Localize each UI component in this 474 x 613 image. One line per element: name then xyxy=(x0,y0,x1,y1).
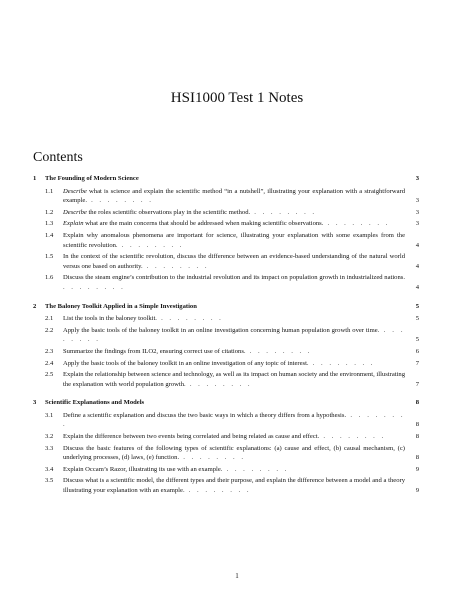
entry-text xyxy=(63,444,419,463)
entry-text xyxy=(63,219,419,229)
section-number: 1 xyxy=(33,175,37,182)
dot-leader: . . . . . . . . xyxy=(142,262,209,270)
dot-leader: . . . . . . . . xyxy=(117,241,184,249)
entry-number: 2.3 xyxy=(45,347,54,355)
entry-number: 1.2 xyxy=(45,208,54,216)
toc-section-heading[interactable] xyxy=(33,302,419,312)
entry-page-number: 3 xyxy=(415,208,419,216)
entry-number: 3.4 xyxy=(45,465,54,473)
entry-number: 2.4 xyxy=(45,359,54,367)
dot-leader: . . . . . . . . xyxy=(184,487,251,495)
entry-number: 1.6 xyxy=(45,274,54,282)
entry-page-number: 5 xyxy=(415,315,419,323)
toc-section xyxy=(33,398,419,495)
entry-body: what is science and explain the scientific method “in a nutshell”, illustrating your explanation with a straightforward example. xyxy=(63,187,405,205)
entry-page-number: 8 xyxy=(415,433,419,441)
entry-text xyxy=(63,347,419,357)
toc-section xyxy=(33,174,419,293)
dot-leader: . . . . . . . . xyxy=(319,433,386,441)
entry-text xyxy=(63,326,419,345)
entry-text xyxy=(63,465,419,475)
entry-body: Apply the basic tools of the baloney toolkit in an online investigation concerning human population growth over time. xyxy=(63,326,380,334)
toc-entry[interactable] xyxy=(33,187,419,206)
entry-body: Apply the basic tools of the baloney toolkit in an online investigation of any topic of interest. xyxy=(63,359,309,367)
section-number: 3 xyxy=(33,399,37,407)
entry-emphasis: Describe xyxy=(63,187,87,195)
entry-number: 1.1 xyxy=(45,187,54,195)
section-title: The Baloney Toolkit Applied in a Simple Investigation xyxy=(45,302,197,310)
dot-leader: . . . . . . . . xyxy=(63,283,126,291)
entry-number: 3.3 xyxy=(45,444,54,452)
section-page-number: 5 xyxy=(415,302,419,310)
entry-body: Explain Occam’s Razor, illustrating its use with an example. xyxy=(63,465,223,473)
dot-leader: . . . . . . . . xyxy=(185,380,253,388)
entry-page-number: 9 xyxy=(415,465,419,473)
entry-body: In the context of the scientific revolution, discuss the difference between an evidence-based understanding of the natural world versus one based on authority. xyxy=(63,253,405,270)
entry-page-number: 3 xyxy=(415,220,419,228)
entry-body: what are the main concerns that should be addressed when making scientific observations. xyxy=(83,220,324,228)
toc-entry[interactable] xyxy=(33,465,419,475)
page-number: 1 xyxy=(235,572,239,580)
entry-number: 2.5 xyxy=(45,371,54,379)
entry-page-number: 4 xyxy=(415,262,419,270)
entry-page-number: 8 xyxy=(415,421,419,429)
entry-emphasis: Describe xyxy=(63,208,87,216)
entry-body: Define a scientific explanation and discuss the two basic ways in which a theory differs from a hypothesis. xyxy=(63,411,347,419)
section-title: The Founding of Modern Science xyxy=(45,175,139,182)
toc-entry[interactable] xyxy=(33,314,419,324)
entry-page-number: 3 xyxy=(415,197,419,205)
entry-page-number: 5 xyxy=(415,336,419,344)
entry-text xyxy=(63,432,419,442)
toc-entry[interactable] xyxy=(33,432,419,442)
entry-number: 3.5 xyxy=(45,477,54,485)
entry-text xyxy=(63,370,419,389)
entry-text xyxy=(63,252,419,271)
toc-entry[interactable] xyxy=(33,219,419,229)
entry-number: 3.2 xyxy=(45,433,54,441)
entry-body: the roles scientific observations play in the scientific method. xyxy=(86,208,251,216)
entry-text xyxy=(63,359,419,369)
entry-body: Discuss what is a scientific model, the different types and their purpose, and explain the difference between a model and a theory illustrating your explanation with an example. xyxy=(63,477,405,495)
toc-section-heading[interactable] xyxy=(33,174,419,184)
entry-text xyxy=(63,231,419,250)
toc-entry[interactable] xyxy=(33,208,419,218)
toc-entry[interactable] xyxy=(33,252,419,271)
table-of-contents xyxy=(33,174,419,505)
toc-entry[interactable] xyxy=(33,359,419,369)
entry-number: 1.4 xyxy=(45,231,54,239)
toc-section-heading[interactable] xyxy=(33,398,419,408)
toc-entry[interactable] xyxy=(33,411,419,430)
section-page-number: 8 xyxy=(415,399,419,407)
section-page-number: 3 xyxy=(415,175,419,182)
dot-leader: . . . . . . . . xyxy=(245,347,312,355)
entry-page-number: 4 xyxy=(415,241,419,249)
entry-body: Explain why anomalous phenomena are important for science, illustrating your explanation with some examples from the scientific revolution. xyxy=(63,231,405,249)
dot-leader: . . . . . . . . xyxy=(156,315,224,323)
entry-number: 1.5 xyxy=(45,253,54,261)
entry-body: List the tools in the baloney toolkit. xyxy=(63,315,157,323)
entry-page-number: 8 xyxy=(415,454,419,462)
dot-leader: . . . . . . . . xyxy=(323,220,390,228)
entry-text xyxy=(63,273,419,292)
entry-page-number: 7 xyxy=(415,380,419,388)
entry-body: Summarize the findings from ILO2, ensuring correct use of citations. xyxy=(63,347,246,355)
entry-text xyxy=(63,208,419,218)
dot-leader: . . . . . . . . xyxy=(222,465,289,473)
entry-number: 2.2 xyxy=(45,326,54,334)
entry-text xyxy=(63,187,419,206)
dot-leader: . . . . . . . . xyxy=(308,359,375,367)
entry-number: 2.1 xyxy=(45,315,54,323)
toc-entry[interactable] xyxy=(33,347,419,357)
entry-text xyxy=(63,411,419,430)
toc-entry[interactable] xyxy=(33,444,419,463)
toc-entry[interactable] xyxy=(33,370,419,389)
entry-number: 3.1 xyxy=(45,411,54,419)
entry-body: Explain the difference between two events being correlated and being related as cause and effect. xyxy=(63,433,320,441)
entry-page-number: 4 xyxy=(415,283,419,291)
entry-text xyxy=(63,476,419,495)
dot-leader: . . . . . . . . xyxy=(250,208,317,216)
entry-body: Explain the relationship between science and technology, as well as its impact on human society and the environment, illustrating the explanation with world population growth. xyxy=(63,371,405,388)
entry-text xyxy=(63,314,419,324)
toc-entry[interactable] xyxy=(33,326,419,345)
entry-page-number: 6 xyxy=(415,347,419,355)
entry-body: Discuss the steam engine’s contribution to the industrial revolution and its impact on population growth in industrialized nations. xyxy=(63,274,405,282)
entry-body: Discuss the basic features of the following types of scientific explanations: (a) cause and effect, (b) causal mechanism, (c) underlying processes, (d) laws, (e) function. xyxy=(63,444,405,462)
entry-page-number: 9 xyxy=(415,487,419,495)
toc-entry[interactable] xyxy=(33,273,419,292)
section-number: 2 xyxy=(33,302,37,310)
dot-leader: . . . . . . . . xyxy=(63,411,405,429)
toc-entry[interactable] xyxy=(33,231,419,250)
contents-heading: Contents xyxy=(33,150,83,165)
entry-emphasis: Explain xyxy=(63,220,84,228)
toc-section xyxy=(33,302,419,390)
toc-entry[interactable] xyxy=(33,476,419,495)
dot-leader: . . . . . . . . xyxy=(86,197,154,205)
section-title: Scientific Explanations and Models xyxy=(45,399,145,407)
document-title: HSI1000 Test 1 Notes xyxy=(170,90,304,106)
entry-page-number: 7 xyxy=(415,359,419,367)
entry-number: 1.3 xyxy=(45,220,54,228)
dot-leader: . . . . . . . . xyxy=(179,454,246,462)
dot-leader: . . . . . . . . xyxy=(63,326,406,344)
